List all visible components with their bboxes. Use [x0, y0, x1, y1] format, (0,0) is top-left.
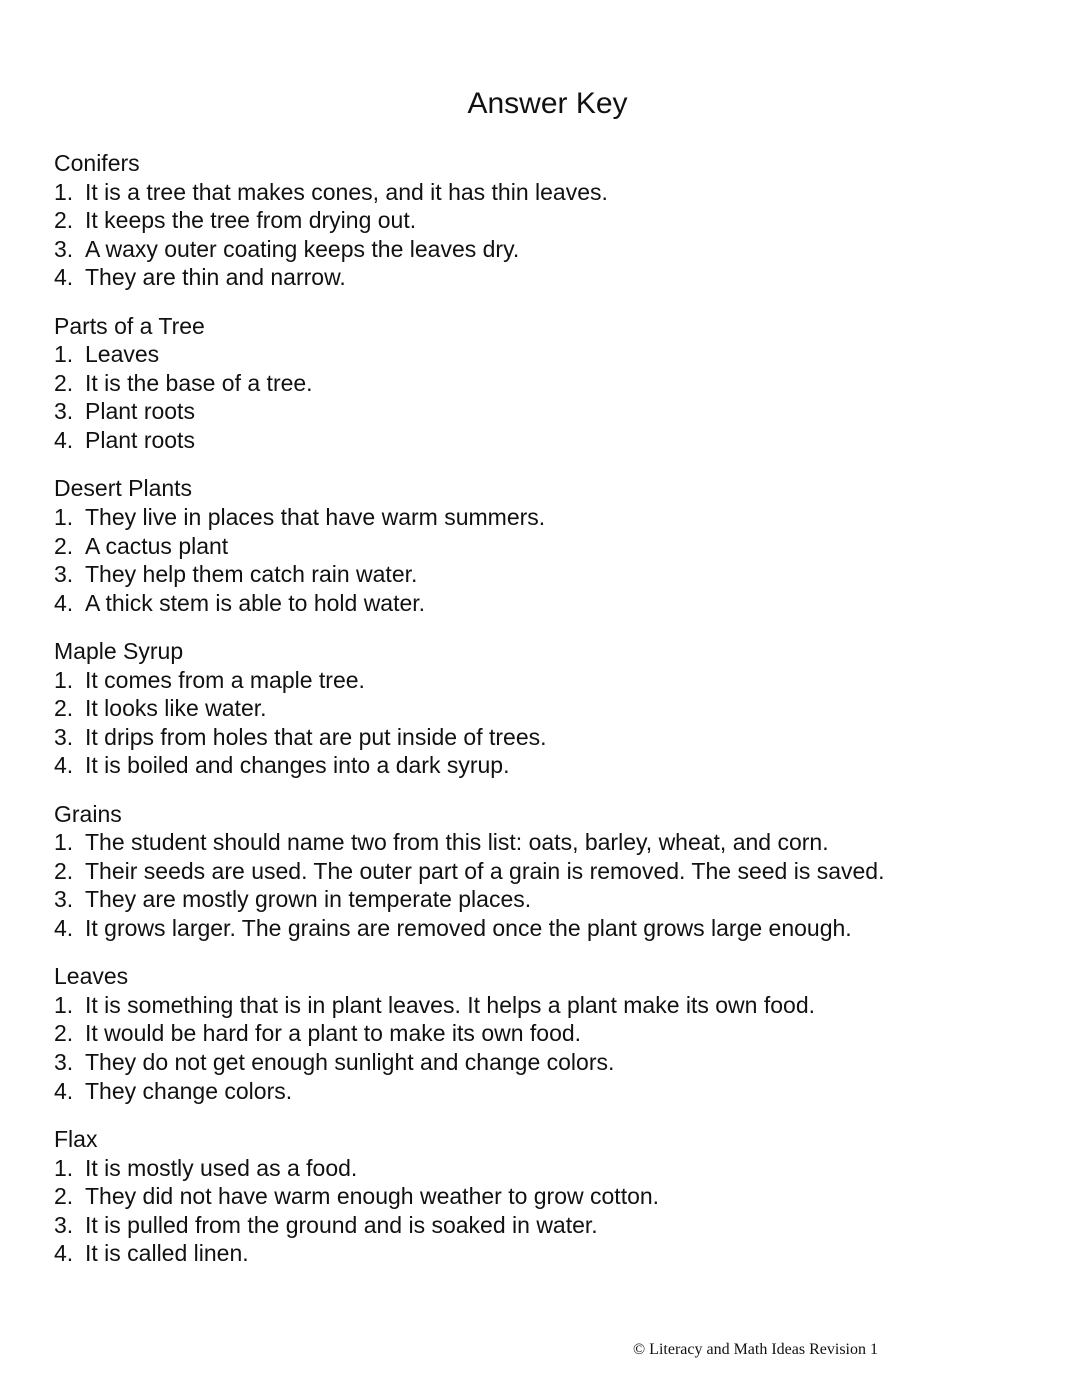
answer-item — [54, 1182, 1064, 1211]
answer-number: 3. — [54, 561, 74, 588]
answer-item — [54, 1239, 1064, 1268]
answer-item — [54, 589, 1064, 618]
section-heading: Conifers — [54, 150, 140, 176]
answer-text: It is a tree that makes cones, and it has thin leaves. — [85, 178, 608, 205]
answer-text: They are thin and narrow. — [85, 264, 346, 291]
answer-text: The student should name two from this list: oats, barley, wheat, and corn. — [85, 829, 829, 856]
answer-text: They did not have warm enough weather to grow cotton. — [85, 1183, 660, 1210]
answer-text: They help them catch rain water. — [85, 561, 418, 588]
page-title: Answer Key — [467, 87, 628, 120]
answer-number: 4. — [54, 264, 74, 291]
answer-list — [54, 503, 1064, 617]
answer-sections — [54, 149, 1064, 1288]
answer-list — [54, 666, 1064, 780]
answer-number: 3. — [54, 723, 74, 750]
answer-text: It is something that is in plant leaves. It helps a plant make its own food. — [85, 991, 816, 1018]
answer-text: Plant roots — [85, 427, 195, 454]
section-heading: Maple Syrup — [54, 637, 184, 664]
answer-list — [54, 828, 1064, 942]
answer-text: A cactus plant — [85, 532, 229, 559]
answer-number: 4. — [54, 752, 74, 779]
answer-number: 1. — [54, 991, 74, 1018]
answer-text: Leaves — [85, 341, 160, 368]
answer-item — [54, 1211, 1064, 1240]
answer-number: 4. — [54, 589, 74, 616]
answer-number: 3. — [54, 886, 74, 913]
answer-number: 2. — [54, 207, 74, 234]
answer-number: 4. — [54, 1077, 74, 1104]
answer-item — [54, 857, 1064, 886]
section-heading: Grains — [54, 800, 122, 827]
answer-item — [54, 178, 1064, 207]
answer-text: They change colors. — [85, 1077, 293, 1104]
answer-number: 2. — [54, 1183, 74, 1210]
answer-item — [54, 503, 1064, 532]
answer-text: It is mostly used as a food. — [85, 1154, 358, 1181]
answer-text: They do not get enough sunlight and change colors. — [85, 1049, 615, 1076]
answer-item — [54, 560, 1064, 589]
answer-item — [54, 1154, 1064, 1183]
answer-text: Plant roots — [85, 398, 195, 425]
answer-section — [54, 962, 1064, 1105]
answer-text: It looks like water. — [85, 695, 267, 722]
answer-text: They live in places that have warm summers. — [85, 503, 546, 530]
answer-number: 2. — [54, 532, 74, 559]
answer-number: 2. — [54, 369, 74, 396]
answer-text: It comes from a maple tree. — [85, 666, 365, 693]
answer-item — [54, 426, 1064, 455]
answer-list — [54, 340, 1064, 454]
answer-item — [54, 694, 1064, 723]
answer-number: 3. — [54, 1211, 74, 1238]
answer-item — [54, 1019, 1064, 1048]
answer-item — [54, 914, 1064, 943]
answer-number: 4. — [54, 1240, 74, 1267]
answer-text: It is pulled from the ground and is soaked in water. — [85, 1211, 598, 1238]
answer-number: 4. — [54, 915, 74, 941]
answer-number: 2. — [54, 857, 74, 884]
answer-text: It keeps the tree from drying out. — [85, 207, 417, 234]
copyright-footer: © Literacy and Math Ideas Revision 1 — [633, 1341, 878, 1358]
answer-text: It drips from holes that are put inside of trees. — [85, 723, 547, 750]
answer-text: It is called linen. — [85, 1240, 249, 1267]
answer-list — [54, 991, 1064, 1105]
section-heading: Leaves — [54, 963, 129, 990]
answer-item — [54, 885, 1064, 914]
answer-list — [54, 178, 1064, 292]
answer-text: A thick stem is able to hold water. — [85, 589, 426, 616]
answer-number: 1. — [54, 1154, 74, 1181]
answer-number: 1. — [54, 178, 74, 205]
answer-item — [54, 991, 1064, 1020]
answer-section — [54, 149, 1064, 292]
answer-item — [54, 532, 1064, 561]
answer-item — [54, 235, 1064, 264]
answer-item — [54, 206, 1064, 235]
answer-number: 3. — [54, 1049, 74, 1076]
answer-text: It would be hard for a plant to make its own food. — [85, 1020, 582, 1047]
answer-number: 1. — [54, 503, 74, 530]
section-heading: Desert Plants — [54, 475, 193, 502]
answer-item — [54, 397, 1064, 426]
answer-section — [54, 312, 1064, 455]
answer-item — [54, 723, 1064, 752]
answer-number: 1. — [54, 829, 74, 856]
answer-item — [54, 828, 1064, 857]
answer-number: 4. — [54, 427, 74, 454]
answer-text: It grows larger. The grains are removed once the plant grows large enough. — [85, 915, 852, 941]
answer-text: It is boiled and changes into a dark syrup. — [85, 752, 510, 779]
answer-item — [54, 1048, 1064, 1077]
answer-item — [54, 666, 1064, 695]
section-heading: Parts of a Tree — [54, 312, 205, 339]
answer-number: 3. — [54, 398, 74, 425]
answer-item — [54, 369, 1064, 398]
answer-list — [54, 1154, 1064, 1268]
answer-item — [54, 263, 1064, 292]
answer-item — [54, 751, 1064, 780]
answer-number: 2. — [54, 695, 74, 722]
answer-item — [54, 1077, 1064, 1106]
answer-text: A waxy outer coating keeps the leaves dry. — [85, 235, 520, 262]
answer-section — [54, 800, 1064, 943]
section-heading: Flax — [54, 1125, 98, 1152]
answer-text: They are mostly grown in temperate places. — [85, 886, 532, 913]
answer-section — [54, 474, 1064, 617]
answer-text: Their seeds are used. The outer part of a grain is removed. The seed is saved. — [85, 857, 885, 884]
answer-number: 1. — [54, 666, 74, 693]
answer-item — [54, 340, 1064, 369]
answer-number: 1. — [54, 341, 74, 368]
answer-section — [54, 1125, 1064, 1268]
answer-section — [54, 637, 1064, 780]
answer-number: 3. — [54, 235, 74, 262]
answer-text: It is the base of a tree. — [85, 369, 313, 396]
answer-number: 2. — [54, 1020, 74, 1047]
